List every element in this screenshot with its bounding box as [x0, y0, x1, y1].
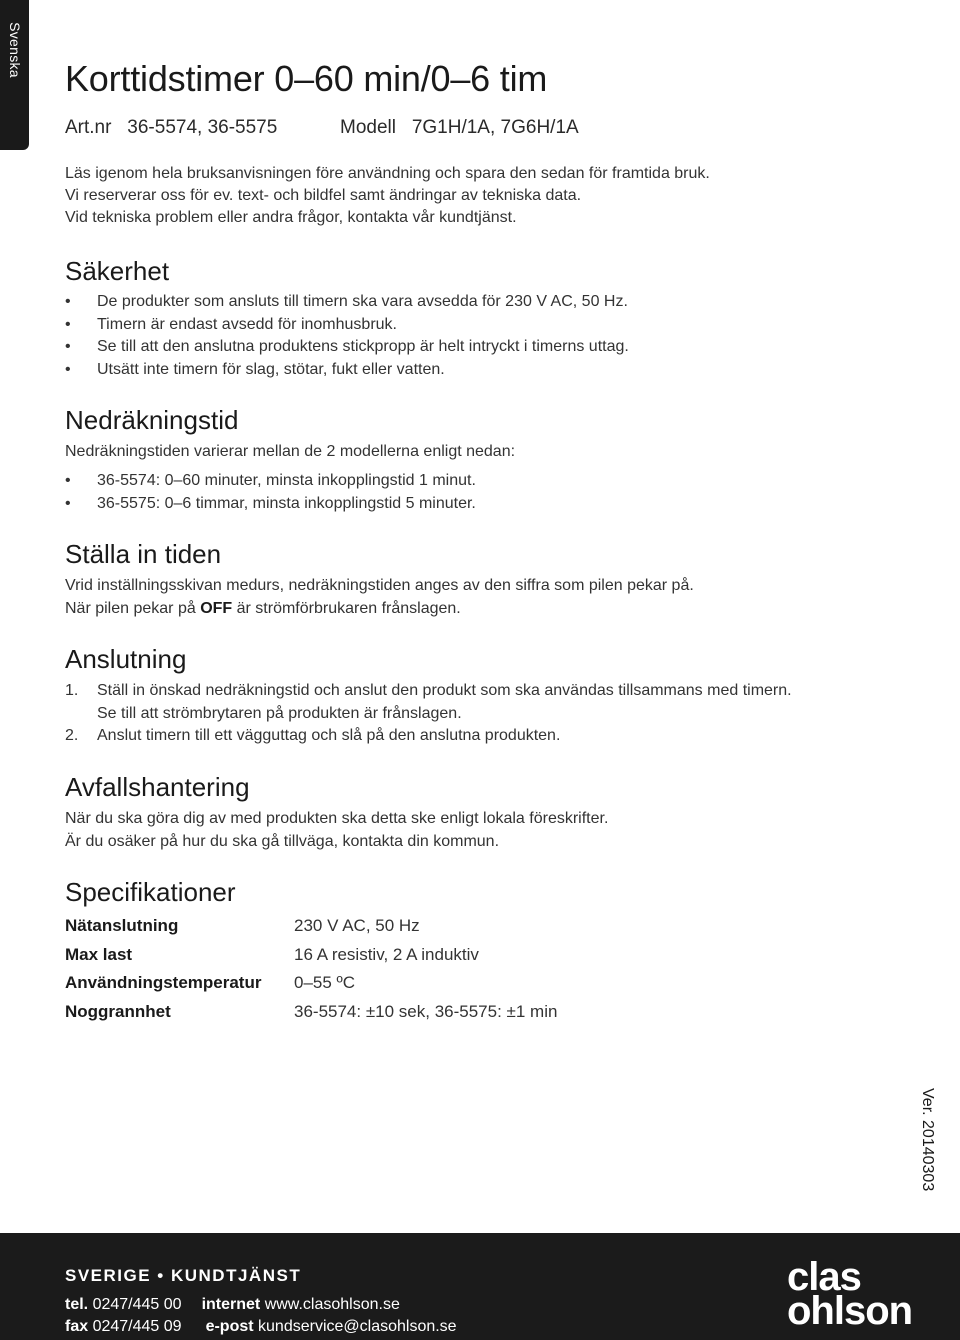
list-item: • Se till att den anslutna produktens stickpropp är helt intryckt i timerns uttag. — [65, 336, 629, 359]
step-number: 1. — [65, 682, 79, 699]
list-item: • De produkter som ansluts till timern ska vara avsedda för 230 V AC, 50 Hz. — [65, 291, 629, 314]
model-number: 7G1H/1A, 7G6H/1A — [411, 117, 579, 138]
spec-row — [65, 998, 557, 1027]
disposal-text — [65, 808, 608, 853]
disposal-line: Är du osäker på hur du ska gå tillväga, kontakta din kommun. — [65, 832, 500, 850]
set-time-text — [65, 575, 694, 620]
website-link[interactable]: www.clasohlson.se — [264, 1296, 400, 1313]
safety-heading: Säkerhet — [65, 256, 170, 286]
spec-value: 16 A resistiv, 2 A induktiv — [294, 944, 479, 964]
model-label: Modell — [340, 117, 396, 138]
disposal-heading: Avfallshantering — [65, 772, 250, 802]
list-item: • 36-5575: 0–6 timmar, minsta inkopplingstid 5 minuter. — [65, 493, 476, 516]
intro-line: Läs igenom hela bruksanvisningen före användning och spara den sedan för framtida bruk. — [65, 165, 710, 182]
list-item: • 36-5574: 0–60 minuter, minsta inkopplingstid 1 minut. — [65, 470, 476, 493]
logo-line: ohlson — [787, 1289, 913, 1333]
step-item — [65, 680, 792, 725]
spec-key: Användningstemperatur — [65, 973, 262, 993]
internet-label: internet — [201, 1296, 261, 1313]
set-time-heading: Ställa in tiden — [65, 539, 222, 569]
language-tab-label: Svenska — [6, 22, 23, 78]
spec-key: Nätanslutning — [65, 916, 179, 936]
spec-value: 230 V AC, 50 Hz — [294, 916, 420, 936]
step-item — [65, 725, 792, 748]
connection-steps — [65, 680, 792, 748]
step-number: 2. — [65, 727, 79, 744]
footer-line-1 — [65, 1296, 400, 1314]
connection-heading: Anslutning — [65, 644, 187, 674]
spec-value: 36-5574: ±10 sek, 36-5575: ±1 min — [294, 1001, 558, 1021]
countdown-heading: Nedräkningstid — [65, 405, 239, 435]
safety-list — [65, 291, 629, 381]
page-title: Korttidstimer 0–60 min/0–6 tim — [65, 58, 548, 99]
email-label: e-post — [205, 1318, 254, 1335]
countdown-list — [65, 470, 476, 515]
fax-label: fax — [65, 1318, 89, 1335]
spec-row — [65, 969, 557, 998]
spec-row — [65, 941, 557, 970]
tel-number: 0247/445 00 — [92, 1296, 182, 1313]
intro-line: Vid tekniska problem eller andra frågor, kontakta vår kundtjänst. — [65, 209, 517, 226]
footer-heading: SVERIGE • KUNDTJÄNST — [65, 1266, 302, 1285]
intro-line: Vi reserverar oss för ev. text- och bildfel samt ändringar av tekniska data. — [65, 187, 582, 204]
disposal-line: När du ska göra dig av med produkten ska detta ske enligt lokala föreskrifter. — [65, 810, 609, 827]
step-line: Anslut timern till ett vägguttag och slå på den anslutna produkten. — [97, 727, 561, 744]
countdown-text: Nedräkningstiden varierar mellan de 2 modellerna enligt nedan: — [65, 443, 516, 460]
art-label: Art.nr — [65, 117, 112, 138]
fax-number: 0247/445 09 — [92, 1318, 182, 1335]
off-label: OFF — [200, 599, 233, 617]
set-time-line: Vrid inställningsskivan medurs, nedräkningstiden anges av den siffra som pilen pekar på. — [65, 577, 694, 594]
spec-value: 0–55 ºC — [294, 973, 356, 993]
footer — [0, 1233, 960, 1340]
spec-key: Noggrannhet — [65, 1001, 171, 1021]
step-line: Se till att strömbrytaren på produkten är frånslagen. — [97, 704, 462, 722]
set-time-line: När pilen pekar på OFF är strömförbrukaren frånslagen. — [65, 599, 461, 617]
article-model-line — [65, 117, 579, 139]
specs-heading: Specifikationer — [65, 877, 236, 907]
spec-row — [65, 912, 557, 941]
intro-text — [65, 163, 710, 229]
step-line: Ställ in önskad nedräkningstid och anslut den produkt som ska användas tillsammans med timern. — [97, 682, 792, 699]
version-label: Ver. 20140303 — [919, 1088, 936, 1192]
brand-logo — [787, 1255, 913, 1333]
specs-table — [65, 912, 557, 1026]
footer-line-2 — [65, 1318, 457, 1336]
language-tab — [0, 0, 29, 150]
list-item: • Timern är endast avsedd för inomhusbruk. — [65, 314, 629, 337]
list-item: • Utsätt inte timern för slag, stötar, fukt eller vatten. — [65, 359, 629, 382]
tel-label: tel. — [65, 1296, 89, 1313]
spec-key: Max last — [65, 944, 133, 964]
logo-line: clas — [787, 1255, 861, 1299]
art-number: 36-5574, 36-5575 — [127, 117, 278, 138]
email-link[interactable]: kundservice@clasohlson.se — [258, 1318, 457, 1335]
